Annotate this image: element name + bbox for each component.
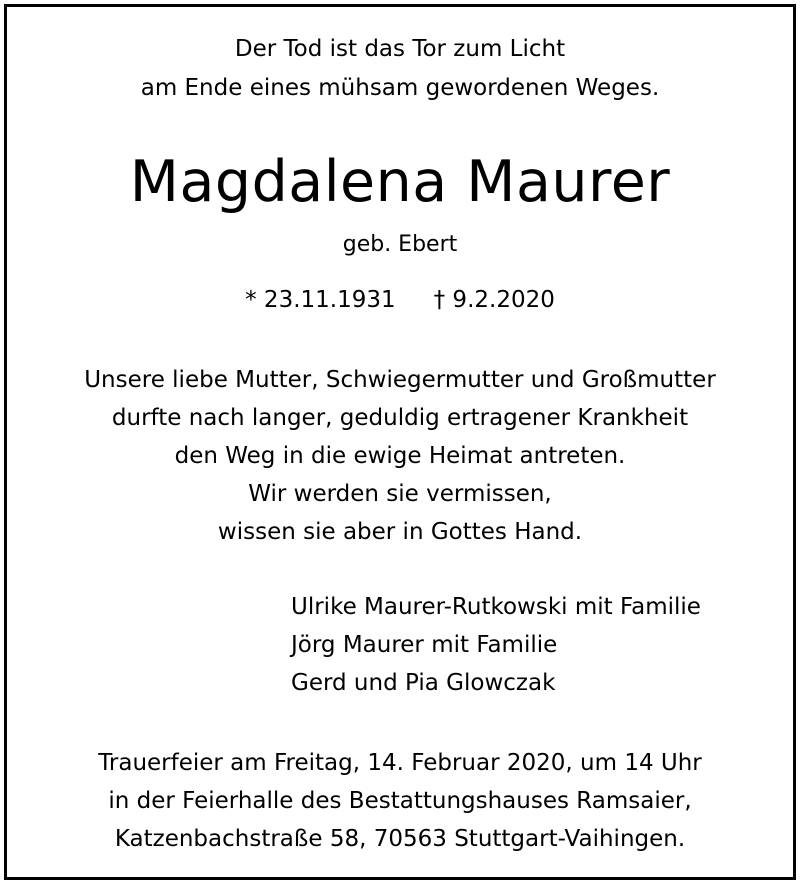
service-info-line: in der Feierhalle des Bestattungshauses Ramsaier, <box>108 788 692 814</box>
service-info-line: Katzenbachstraße 58, 70563 Stuttgart-Vaihingen. <box>114 826 686 852</box>
notice-text-line: Unsere liebe Mutter, Schwiegermutter und Großmutter <box>84 367 716 393</box>
notice-text-line: wissen sie aber in Gottes Hand. <box>217 519 583 545</box>
service-info-line: Trauerfeier am Freitag, 14. Februar 2020, um 14 Uhr <box>98 750 702 776</box>
obituary-frame <box>4 4 796 880</box>
deceased-name: Magdalena Maurer <box>129 149 671 215</box>
death-date: † 9.2.2020 <box>433 287 555 313</box>
mourner-line: Gerd und Pia Glowczak <box>291 670 556 696</box>
notice-text-line: Wir werden sie vermissen, <box>248 481 552 507</box>
life-dates <box>7 289 793 312</box>
mourner-line: Ulrike Maurer-Rutkowski mit Familie <box>291 594 701 620</box>
motto-line: am Ende eines mühsam gewordenen Weges. <box>140 75 660 101</box>
notice-text-line: den Weg in die ewige Heimat antreten. <box>174 443 626 469</box>
birth-date: * 23.11.1931 <box>245 287 396 313</box>
notice-text-line: durfte nach langer, geduldig ertragener Krankheit <box>111 405 689 431</box>
mourner-line: Jörg Maurer mit Familie <box>291 632 558 658</box>
motto-line: Der Tod ist das Tor zum Licht <box>234 36 566 62</box>
birth-name: geb. Ebert <box>342 232 458 257</box>
